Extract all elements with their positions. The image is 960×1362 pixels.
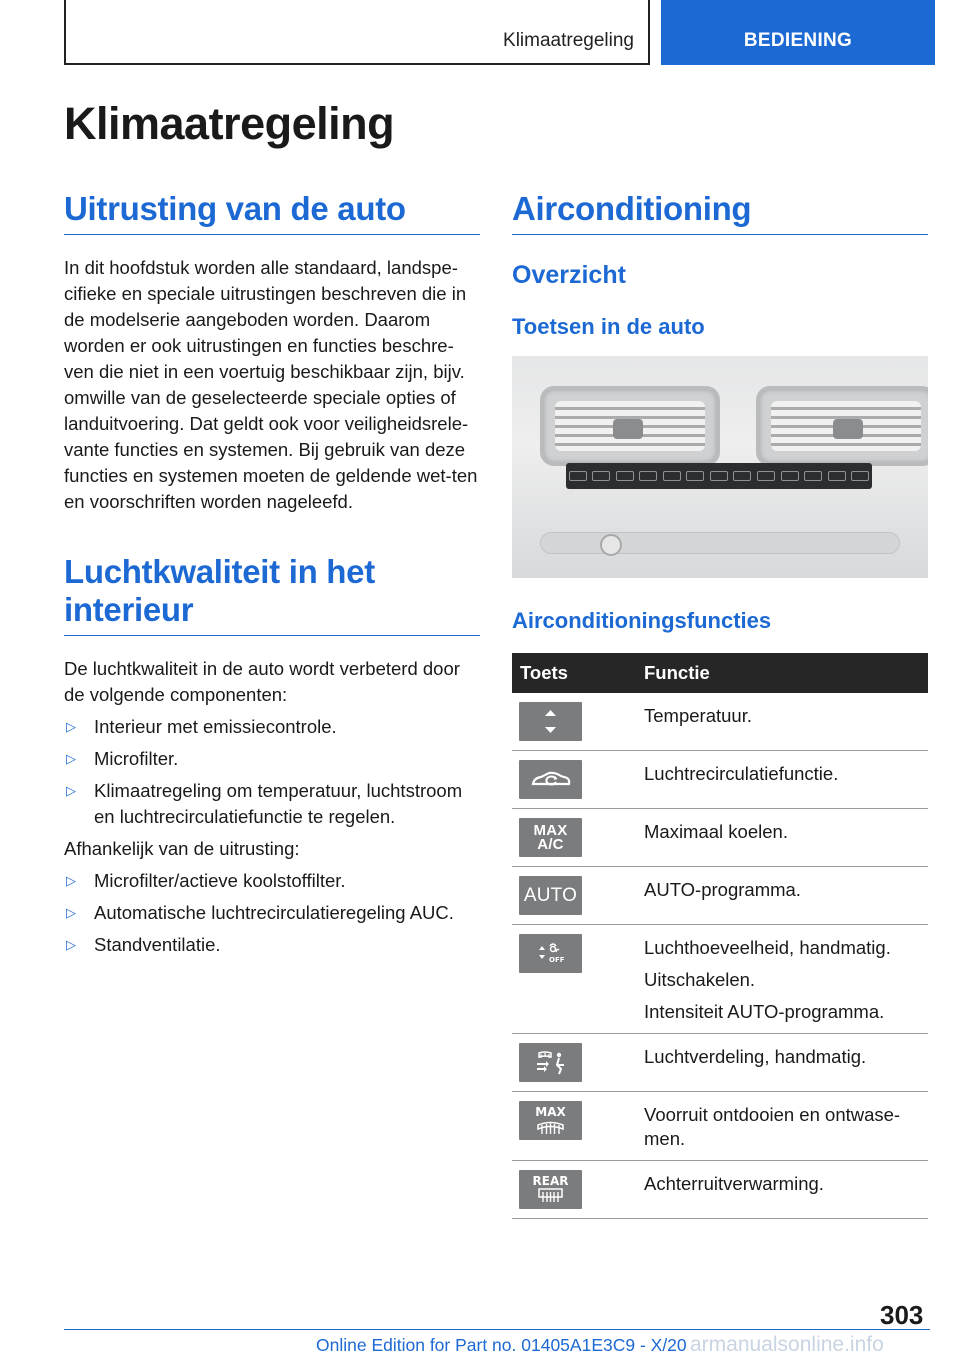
svg-text:REAR: REAR <box>532 1174 569 1188</box>
list-item: ▷ Klimaatregeling om temperatuur, luchtstroom en luchtrecirculatiefunctie te regelen. <box>66 780 463 827</box>
max-ac-icon: MAX A/C <box>519 818 582 857</box>
triangle-bullet-icon: ▷ <box>66 751 76 766</box>
triangle-bullet-icon: ▷ <box>66 719 76 734</box>
ac-functions-table <box>512 653 928 1219</box>
climate-button-strip <box>566 463 872 489</box>
footer-divider <box>64 1329 930 1330</box>
footer-watermark: armanualsonline.info <box>690 1333 884 1356</box>
table-row: Luchtverdeling, handmatig. <box>512 1034 928 1092</box>
page-title: Klimaatregeling <box>64 98 395 149</box>
list-item: ▷ Standventilatie. <box>64 932 480 958</box>
recirculation-car-icon <box>519 760 582 799</box>
heading-airconditioning: Airconditioning <box>512 190 928 235</box>
left-column <box>64 190 480 958</box>
optional-equipment-list <box>64 868 480 958</box>
list-item: ▷ Interieur met emissiecontrole. <box>64 714 480 740</box>
header-chapter-title: BEDIENING <box>743 30 853 51</box>
max-defrost-icon <box>519 1101 582 1140</box>
triangle-bullet-icon: ▷ <box>66 873 76 888</box>
svg-text:OFF: OFF <box>549 956 565 964</box>
table-row: OFF Luchthoeveelheid, handmatig. Uitschakelen. Intensiteit AUTO-programma. <box>512 925 928 1034</box>
list-item: ▷ Automatische luchtrecirculatieregeling AUC. <box>64 900 480 926</box>
header-chapter-box <box>661 0 935 65</box>
column-header-key: Toets <box>512 653 644 693</box>
left-air-vent <box>540 386 720 466</box>
page-number: 303 <box>880 1300 924 1330</box>
paragraph-depends: Afhankelijk van de uitrusting: <box>64 838 300 859</box>
right-air-vent <box>756 386 928 466</box>
table-row: REAR Achterruitverwarming. <box>512 1161 928 1219</box>
header-section-title: Klimaatregeling <box>503 30 634 51</box>
heading-air-quality: Luchtkwaliteit in het interieur <box>64 553 480 636</box>
components-list <box>64 714 480 830</box>
heading-overview: Overzicht <box>512 261 626 289</box>
climate-panel-photo <box>512 356 928 578</box>
table-row: MAX Voorruit ontdooien en ontwase-men. <box>512 1092 928 1161</box>
heading-buttons-in-car: Toetsen in de auto <box>512 314 705 339</box>
triangle-bullet-icon: ▷ <box>66 937 76 952</box>
table-row: MAX A/C Maximaal koelen. <box>512 809 928 867</box>
air-distribution-icon <box>519 1043 582 1082</box>
auto-icon: AUTO <box>519 876 582 915</box>
triangle-bullet-icon: ▷ <box>66 783 76 798</box>
paragraph-air-quality: De luchtkwaliteit in de auto wordt verbeterd door de volgende componenten: <box>64 658 460 705</box>
svg-text:MAX: MAX <box>535 1105 566 1119</box>
right-column <box>512 190 928 1219</box>
table-header-row <box>512 653 928 693</box>
footer-edition: Online Edition for Part no. 01405A1E3C9 - X/20 <box>316 1335 687 1355</box>
list-item: ▷ Microfilter. <box>64 746 480 772</box>
triangle-bullet-icon: ▷ <box>66 905 76 920</box>
fan-off-icon <box>519 934 582 973</box>
column-header-function: Functie <box>644 653 928 693</box>
table-row: AUTO AUTO-programma. <box>512 867 928 925</box>
lower-trim-bar <box>540 532 900 554</box>
rear-defrost-icon <box>519 1170 582 1209</box>
header-section-box <box>64 0 650 65</box>
volume-knob <box>600 534 622 556</box>
table-row: Luchtrecirculatiefunctie. <box>512 751 928 809</box>
heading-ac-functions: Airconditioningsfuncties <box>512 608 772 633</box>
temperature-arrows-icon <box>519 702 582 741</box>
heading-equipment: Uitrusting van de auto <box>64 190 480 235</box>
list-item: ▷ Microfilter/actieve koolstoffilter. <box>64 868 480 894</box>
table-row: Temperatuur. <box>512 693 928 751</box>
paragraph-equipment: In dit hoofdstuk worden alle standaard, landspe-cifieke en speciale uitrustingen beschreven die in de modelserie aangeboden worden. Daarom worden er ook uitrustingen en functies beschre-ven die niet in een voertuig beschikbaar zijn, bijv. omwille van de geselecteerde speciale opties of landuitvoering. Dat geldt ook voor veiligheidsrele-vante functies en systemen. Bij gebruik van deze functies en systemen moeten de geldende wet-ten en voorschriften worden nageleefd. <box>64 257 478 512</box>
